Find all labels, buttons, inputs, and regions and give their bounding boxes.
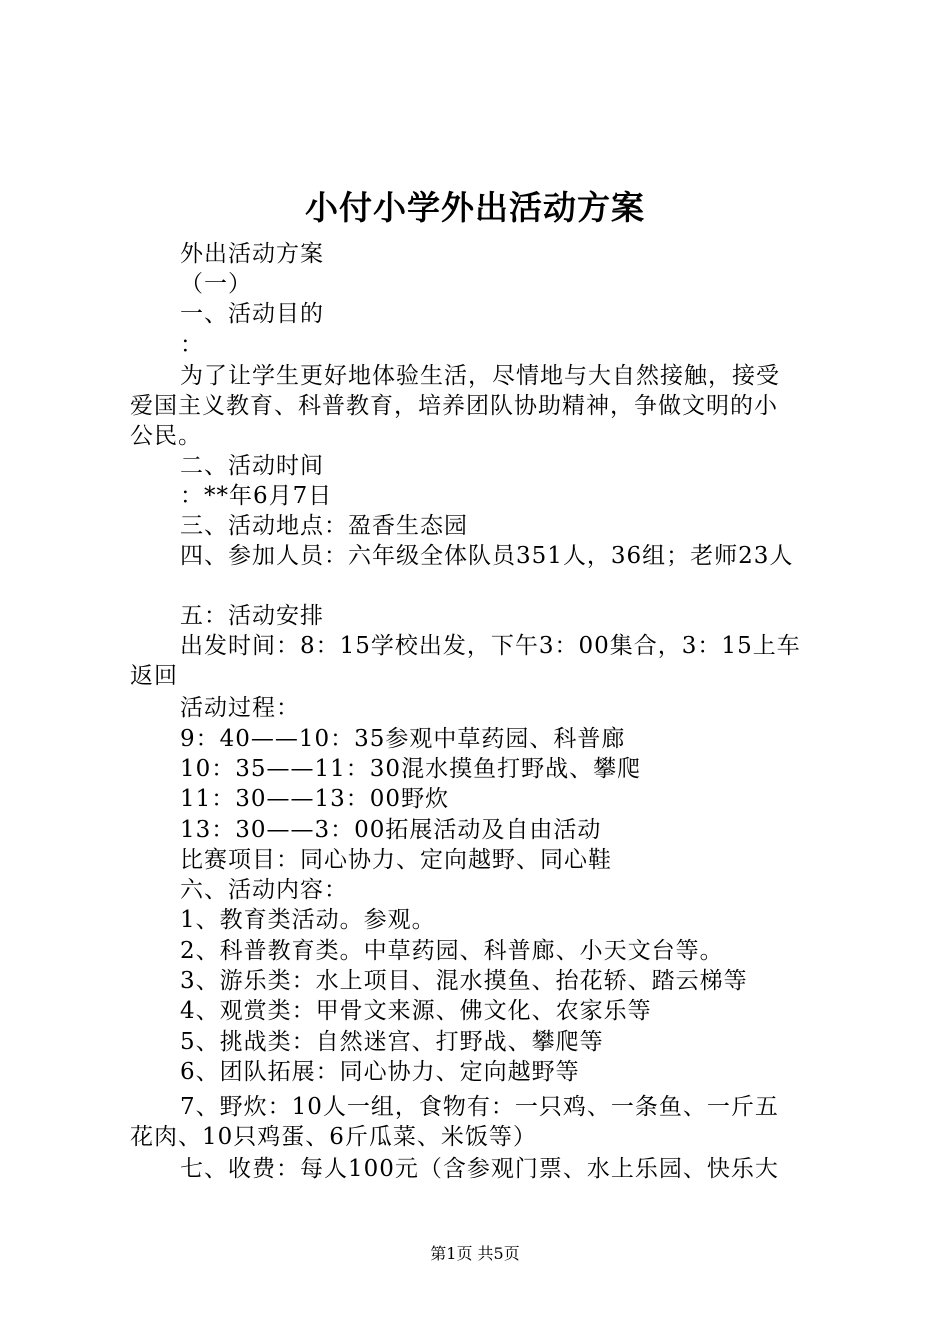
list-item: 7、野炊：10人一组，食物有：一只鸡、一条鱼、一斤五	[180, 1094, 779, 1120]
schedule-line: 9：40——10：35参观中草药园、科普廊	[180, 726, 626, 752]
text-line: （一）	[180, 271, 252, 297]
text-line: 外出活动方案	[180, 241, 324, 267]
section-heading: 六、活动内容：	[180, 877, 348, 903]
list-item: 4、观赏类：甲骨文来源、佛文化、农家乐等	[180, 998, 652, 1024]
paragraph-line: 公民。	[130, 423, 202, 449]
text-line: ：**年6月7日	[180, 483, 333, 509]
schedule-line: 10：35——11：30混水摸鱼打野战、攀爬	[180, 756, 642, 782]
document-title: 小付小学外出活动方案	[305, 188, 645, 227]
list-item: 3、游乐类：水上项目、混水摸鱼、抬花轿、踏云梯等	[180, 968, 748, 994]
text-line: 活动过程：	[180, 695, 300, 721]
page-footer: 第1页 共5页	[430, 1244, 520, 1263]
list-item: 5、挑战类：自然迷宫、打野战、攀爬等	[180, 1029, 604, 1055]
section-heading: 五：活动安排	[180, 603, 324, 629]
text-line: 比赛项目：同心协力、定向越野、同心鞋	[180, 847, 612, 873]
section-heading: 四、参加人员：六年级全体队员351人，36组；老师23人	[180, 543, 794, 569]
paragraph-line: 为了让学生更好地体验生活，尽情地与大自然接触，接受	[180, 363, 780, 389]
section-heading: 三、活动地点：盈香生态园	[180, 513, 468, 539]
section-heading: 二、活动时间	[180, 453, 324, 479]
list-item: 花肉、10只鸡蛋、6斤瓜菜、米饭等）	[130, 1124, 537, 1150]
list-item: 6、团队拓展：同心协力、定向越野等	[180, 1059, 580, 1085]
section-heading: 一、活动目的	[180, 301, 324, 327]
text-line: ：	[180, 332, 204, 358]
schedule-line: 11：30——13：00野炊	[180, 786, 450, 812]
paragraph-line: 爱国主义教育、科普教育，培养团队协助精神，争做文明的小	[130, 393, 778, 419]
list-item: 1、教育类活动。参观。	[180, 907, 436, 933]
schedule-line: 13：30——3：00拓展活动及自由活动	[180, 817, 602, 843]
list-item: 2、科普教育类。中草药园、科普廊、小天文台等。	[180, 938, 724, 964]
paragraph-line: 返回	[130, 663, 178, 689]
section-heading: 七、收费：每人100元（含参观门票、水上乐园、快乐大	[180, 1156, 779, 1182]
paragraph-line: 出发时间：8：15学校出发，下午3：00集合，3：15上车	[180, 633, 801, 659]
